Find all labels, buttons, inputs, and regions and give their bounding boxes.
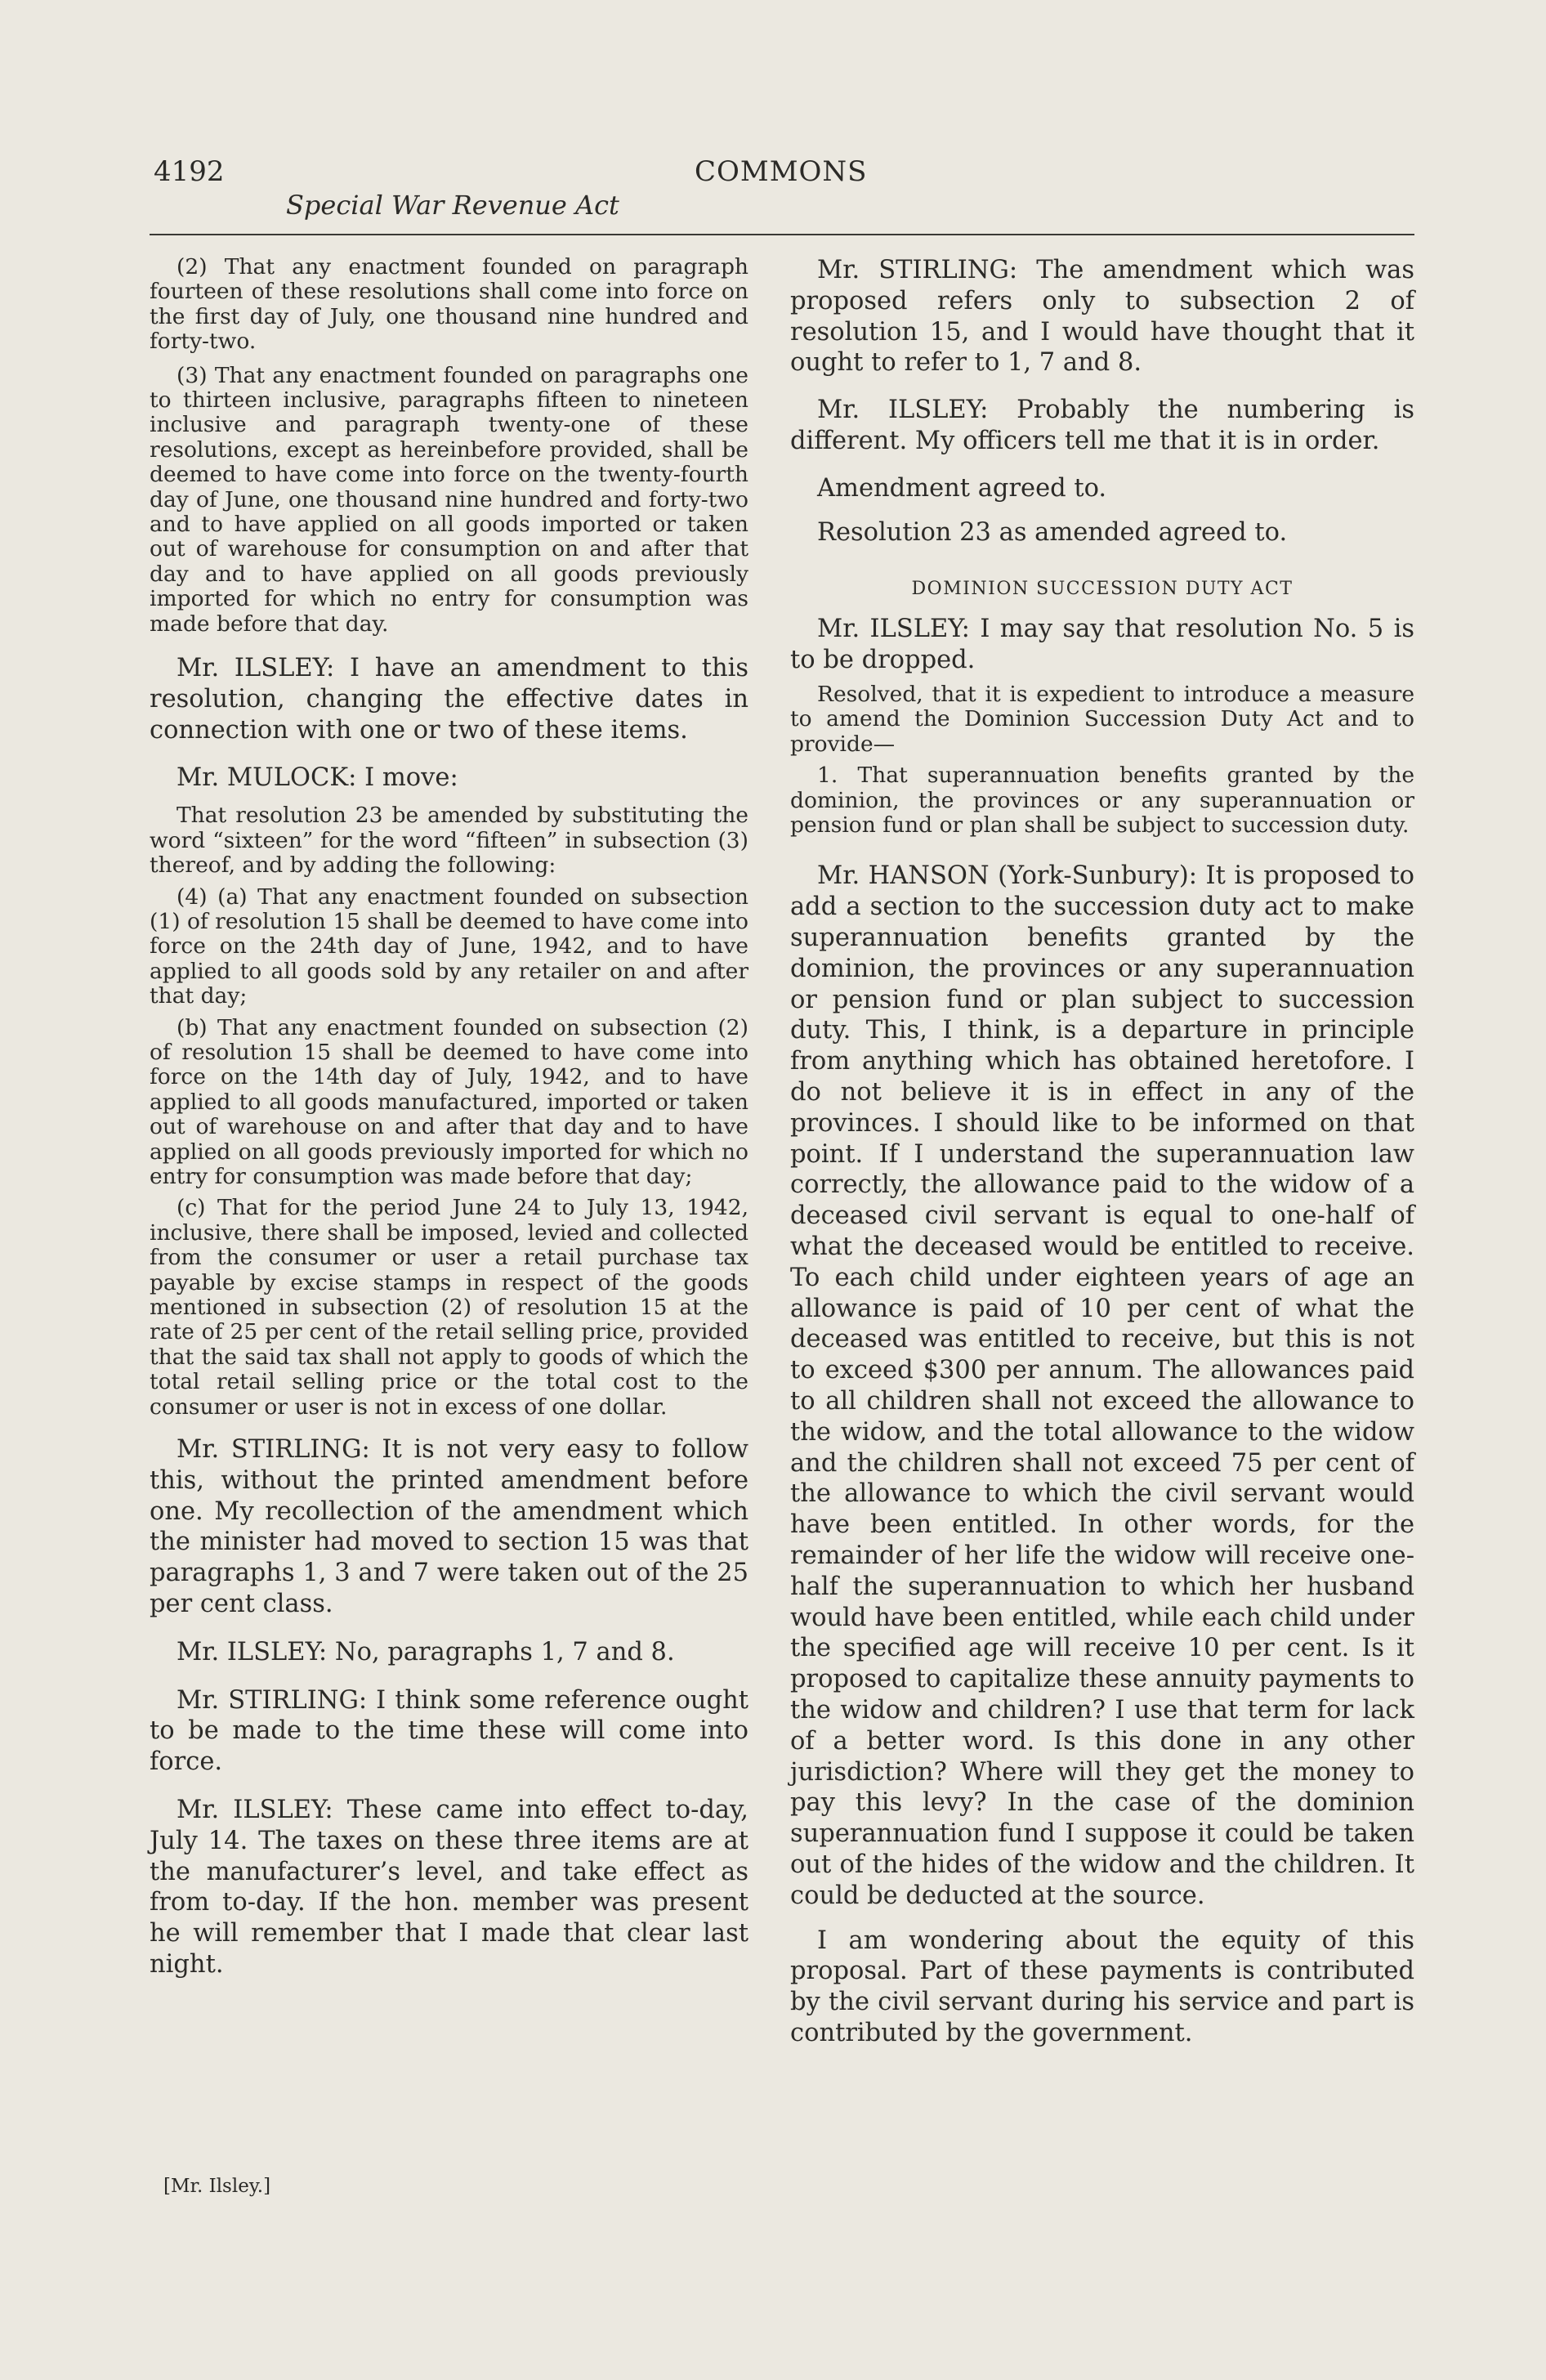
speech: Mr. ILSLEY: These came into effect to-day, July 14. The taxes on these three items are at the manufacturer’s level, and take effect as from to-day. If the hon. member was present he will remember that I made that clear last night. xyxy=(150,1796,748,1979)
resolution-text: 1. That superannuation benefits granted by the dominion, the provinces or any superannuation or pension fund or plan shall be subject to succession duty. xyxy=(790,763,1414,838)
speech: Mr. ILSLEY: I have an amendment to this resolution, changing the effective dates in connection with one or two of these items. xyxy=(150,654,748,745)
resolution-text: Resolved, that it is expedient to introduce a measure to amend the Dominion Succession Duty Act and to provide— xyxy=(790,681,1414,757)
paragraph: (3) That any enactment founded on paragraphs one to thirteen inclusive, paragraphs fifteen to nineteen inclusive and paragraph twenty-one of these resolutions, except as hereinbefore provided, shall be deemed to have come into force on the twenty-fourth day of June, one thousand nine hundred and forty-two and to have applied on all goods imported or taken out of warehouse for consumption on and after that day and to have applied on all goods previously imported for which no entry for consumption was made before that day. xyxy=(150,362,748,637)
proceeding: Amendment agreed to. xyxy=(817,473,1107,503)
speech: Mr. ILSLEY: I may say that resolution No. 5 is to be dropped. xyxy=(790,615,1414,675)
header-rule xyxy=(150,234,1414,235)
speaker-footnote: [Mr. Ilsley.] xyxy=(163,2176,271,2197)
motion-text: (4) (a) That any enactment founded on subsection (1) of resolution 15 shall be deemed to have come into force on the 24th day of June, 1942, and to have applied to all goods sold by any retailer on and after that day; xyxy=(150,884,748,1009)
speech: Mr. ILSLEY: Probably the numbering is different. My officers tell me that it is in order. xyxy=(790,396,1414,455)
motion-text: That resolution 23 be amended by substituting the word “sixteen” for the word “fifteen” in subsection (3) thereof, and by adding the following: xyxy=(150,803,748,879)
page-header-title: COMMONS xyxy=(695,155,868,188)
right-column xyxy=(790,255,1414,2049)
running-title: Special War Revenue Act xyxy=(286,190,619,221)
motion-text: (c) That for the period June 24 to July 13, 1942, inclusive, there shall be imposed, levied and collected from the consumer or user a retail purchase tax payable by excise stamps in respect of the goods mentioned in subsection (2) of resolution 15 at the rate of 25 per cent of the retail selling price, provided that the said tax shall not apply to goods of which the total retail selling price or the total cost to the consumer or user is not in excess of one dollar. xyxy=(150,1195,748,1420)
speech: Mr. HANSON (York-Sunbury): It is proposed to add a section to the succession duty act to make superannuation benefits granted by the dominion, the provinces or any superannuation or pension fund or plan subject to succession duty. This, I think, is a departure in principle from anything which has obtained heretofore. I do not believe it is in effect in any of the provinces. I should like to be informed on that point. If I understand the superannuation law correctly, the allowance paid to the widow of a deceased civil servant is equal to one-half of what the deceased would be entitled to receive. To each child under eighteen years of age an allowance is paid of 10 per cent of what the deceased was entitled to receive, but this is not to exceed $300 per annum. The allowances paid to all children shall not exceed the allowance to the widow, and the total allowance to the widow and the children shall not exceed 75 per cent of the allowance to which the civil servant would have been entitled. In other words, for the remainder of her life the widow will receive one-half the superannuation to which her husband would have been entitled, while each child under the specified age will receive 10 per cent. Is it proposed to capitalize these annuity payments to the widow and children? I use that term for lack of a better word. Is this done in any other jurisdiction? Where will they get the money to pay this levy? In the case of the dominion superannuation fund I suppose it could be taken out of the hides of the widow and the children. It could be deducted at the source. xyxy=(790,861,1414,1910)
paragraph: (2) That any enactment founded on paragraph fourteen of these resolutions shall come into force on the first day of July, one thousand nine hundred and forty-two. xyxy=(150,254,748,355)
speech: Mr. STIRLING: I think some reference ought to be made to the time these will come into force. xyxy=(150,1685,748,1777)
page-number: 4192 xyxy=(154,155,225,188)
proceeding: Resolution 23 as amended agreed to. xyxy=(817,517,1288,547)
speech: I am wondering about the equity of this proposal. Part of these payments is contributed by the civil servant during his service and part is contributed by the government. xyxy=(790,1926,1414,2047)
motion-text: (b) That any enactment founded on subsection (2) of resolution 15 shall be deemed to have come into force on the 14th day of July, 1942, and to have applied to all goods manufactured, imported or taken out of warehouse on and after that day and to have applied on all goods previously imported for which no entry for consumption was made before that day; xyxy=(150,1014,748,1189)
speech: Mr. STIRLING: The amendment which was proposed refers only to subsection 2 of resolution 15, and I would have thought that it ought to refer to 1, 7 and 8. xyxy=(790,256,1414,378)
speech: Mr. MULOCK: I move: xyxy=(176,763,458,793)
left-column xyxy=(150,255,748,1980)
speech: Mr. ILSLEY: No, paragraphs 1, 7 and 8. xyxy=(176,1637,675,1666)
section-heading: DOMINION SUCCESSION DUTY ACT xyxy=(911,579,1294,600)
speech: Mr. STIRLING: It is not very easy to follow this, without the printed amendment before one. My recollection of the amendment which the minister had moved to section 15 was that paragraphs 1, 3 and 7 were taken out of the 25 per cent class. xyxy=(150,1435,748,1619)
